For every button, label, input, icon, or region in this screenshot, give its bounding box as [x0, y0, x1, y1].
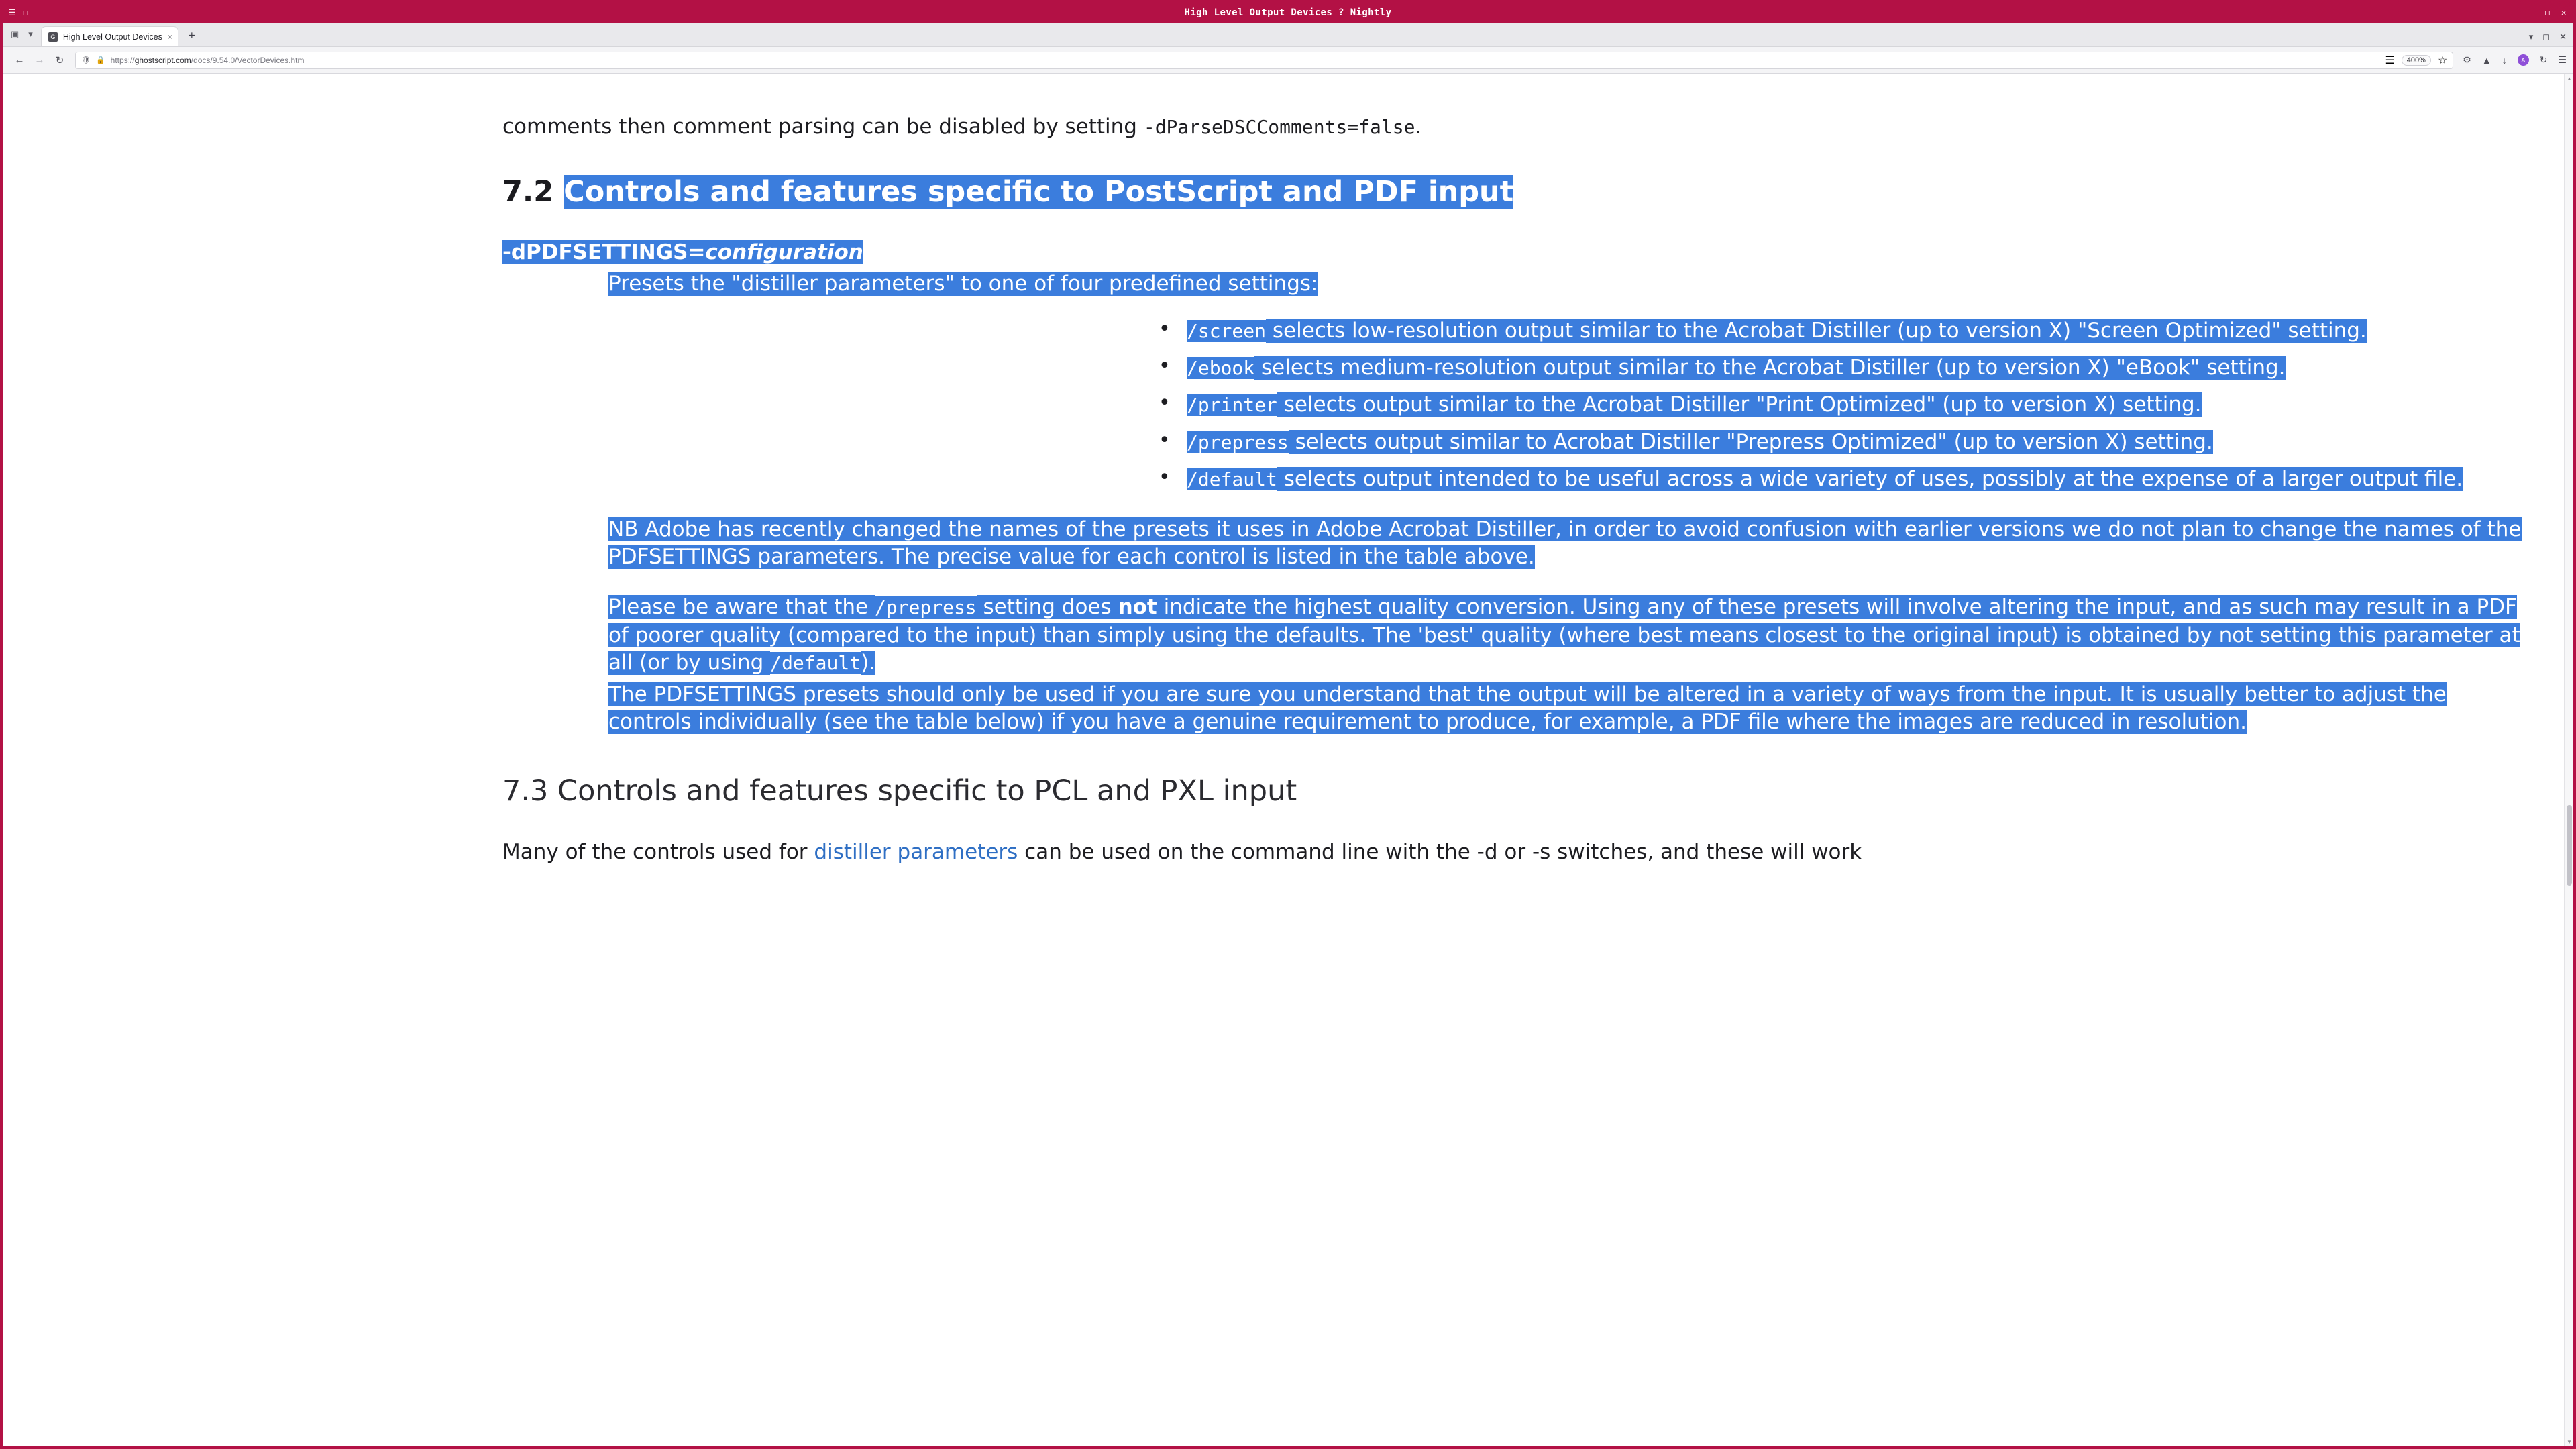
address-bar[interactable]: [75, 52, 2453, 69]
document-body: [3, 74, 2573, 1446]
list-item: [1187, 317, 2533, 345]
back-button[interactable]: ←: [14, 54, 25, 66]
pdfsettings-advice-text: The PDFSETTINGS presets should only be used if you are sure you understand that the output will be altered in a variety of ways from the input. It is usually better to adjust the controls individually (see the table below) if you have a genuine requirement to produce, for example, a PDF file where the images are reduced in resolution.: [608, 682, 2447, 735]
prepress-warning-paragraph: [608, 594, 2533, 677]
preset-text: selects low-resolution output similar to the Acrobat Distiller (up to version X) "Screen Optimized" setting.: [1266, 318, 2367, 343]
navigation-toolbar: [3, 47, 2573, 74]
section-7-2-title: Controls and features specific to PostScript and PDF input: [564, 174, 1514, 209]
pdfsettings-advice-paragraph: [608, 681, 2533, 736]
url-host: ghostscript.com: [134, 55, 191, 65]
list-tabs-icon[interactable]: ▾: [2528, 32, 2534, 42]
window-restore-icon[interactable]: ◻: [2542, 32, 2551, 42]
list-item: [1187, 391, 2533, 419]
section-7-2-number: 7.2: [502, 174, 564, 209]
warning-bold-not: not: [1118, 595, 1157, 620]
save-to-pocket-icon[interactable]: ▲: [2481, 54, 2491, 66]
nb-adobe-paragraph: [608, 516, 2533, 571]
forward-button[interactable]: →: [34, 54, 45, 66]
preset-code: /prepress: [1187, 431, 1289, 453]
pcl-intro-paragraph: [502, 839, 2533, 865]
url-text: [111, 56, 2380, 65]
close-icon[interactable]: ✕: [2561, 7, 2567, 18]
tabstrip-right-controls: [2529, 32, 2567, 42]
page-scrollbar[interactable]: [2564, 74, 2573, 1446]
scrollbar-thumb[interactable]: [2567, 805, 2572, 885]
tabstrip-system-icons: [7, 22, 41, 46]
pdfsettings-switch: [502, 239, 2533, 266]
pdfsettings-switch-name: -dPDFSETTINGS=: [502, 240, 706, 265]
list-all-tabs-icon[interactable]: ▾: [28, 29, 33, 39]
warning-text-b: setting does: [976, 595, 1118, 620]
window-titlebar: [3, 3, 2573, 23]
new-tab-button[interactable]: +: [188, 29, 195, 42]
pcl-text-a: Many of the controls used for: [502, 839, 814, 864]
section-7-3-heading: 7.3 Controls and features specific to PCL and PXL input: [502, 773, 1297, 808]
list-item: [1187, 354, 2533, 382]
minimize-icon[interactable]: –: [2528, 7, 2534, 18]
warning-text-a: Please be aware that the: [608, 595, 875, 620]
maximize-icon[interactable]: ◻: [2544, 7, 2551, 18]
account-avatar[interactable]: A: [2518, 54, 2529, 66]
preset-code: /ebook: [1187, 357, 1255, 380]
pcl-text-b: can be used on the command line with the -d or -s switches, and these will work: [1018, 839, 1862, 864]
downloads-icon[interactable]: ↓: [2502, 54, 2507, 66]
intro-paragraph: [502, 114, 2533, 140]
preset-code: /printer: [1187, 394, 1277, 417]
reload-button[interactable]: ↻: [55, 54, 64, 66]
preset-text: selects medium-resolution output similar to the Acrobat Distiller (up to version X) "eBook" setting.: [1254, 356, 2286, 380]
url-scheme: https://: [110, 55, 135, 65]
warning-text-c: indicate the highest quality conversion. Using any of these presets will involve altering the input, and as such may result in a PDF of poorer quality (compared to the input) than simply using the defaults. The 'best' quality (where best means closest to the original input) is obtained by not setting this parameter at all (or by using: [608, 595, 2520, 675]
zoom-level-badge[interactable]: 400%: [2402, 55, 2431, 66]
tab-close-icon[interactable]: ×: [167, 32, 172, 42]
lock-icon[interactable]: 🔒: [95, 56, 105, 64]
intro-suffix: .: [1415, 115, 1422, 139]
preset-text: selects output similar to Acrobat Distiller "Prepress Optimized" (up to version X) setting.: [1288, 429, 2213, 454]
scroll-down-arrow-icon[interactable]: ▼: [2567, 1438, 2572, 1445]
window-title: High Level Output Devices ? Nightly: [1184, 7, 1392, 18]
preset-text: selects output similar to the Acrobat Distiller "Print Optimized" (up to version X) setting.: [1277, 392, 2202, 417]
pdfsettings-description-text: Presets the "distiller parameters" to one of four predefined settings:: [608, 271, 1318, 296]
address-bar-right-icons: [2385, 54, 2447, 67]
intro-code: -dParseDSCComments=false: [1143, 116, 1415, 138]
preset-code: /default: [1187, 468, 1277, 490]
window-icon: ☐: [23, 7, 29, 18]
titlebar-window-controls: [2528, 3, 2567, 23]
distiller-parameters-link[interactable]: distiller parameters: [814, 839, 1018, 864]
tab-strip: [3, 23, 2573, 47]
page-viewport: [3, 74, 2573, 1446]
extension-icon[interactable]: ⚙: [2463, 54, 2471, 65]
warning-text-d: ).: [861, 650, 876, 675]
sync-icon[interactable]: ↻: [2539, 54, 2548, 65]
toolbar-right-icons: [2459, 54, 2567, 66]
nb-adobe-text: NB Adobe has recently changed the names of the presets it uses in Adobe Acrobat Distiller, in order to avoid confusion with earlier versions we do not plan to change the names of the PDFSETTINGS parameters. The precise value for each control is listed in the table above.: [608, 517, 2522, 570]
preset-code: /screen: [1187, 319, 1267, 342]
list-item: [1187, 466, 2533, 493]
site-favicon-icon: G: [48, 32, 58, 42]
url-path: /docs/9.54.0/VectorDevices.htm: [191, 55, 305, 65]
scroll-up-arrow-icon[interactable]: ▲: [2567, 75, 2572, 82]
app-menu-icon[interactable]: ☰: [8, 7, 17, 18]
shield-icon[interactable]: 🛡: [81, 56, 91, 64]
titlebar-left-icons: [8, 3, 28, 23]
tab-high-level-output-devices[interactable]: [41, 26, 178, 46]
preset-text: selects output intended to be useful across a wide variety of uses, possibly at the expense of a larger output file.: [1277, 466, 2463, 491]
window-close-icon[interactable]: ✕: [2559, 32, 2567, 42]
pdfsettings-description: [608, 270, 2533, 297]
tab-label: High Level Output Devices: [62, 32, 162, 42]
warning-code-default: /default: [770, 651, 861, 674]
firefox-view-icon[interactable]: ▣: [11, 29, 19, 39]
warning-code-prepress: /prepress: [874, 596, 977, 619]
list-item: [1187, 429, 2533, 456]
menu-icon[interactable]: ☰: [2558, 54, 2567, 65]
star-icon[interactable]: ☆: [2437, 54, 2448, 66]
pdfsettings-switch-value: configuration: [705, 240, 863, 265]
section-7-2-heading: [502, 175, 2533, 210]
reader-view-icon[interactable]: ☰: [2385, 54, 2395, 66]
intro-text: comments then comment parsing can be disabled by setting: [502, 115, 1144, 139]
preset-list: [502, 317, 2533, 493]
